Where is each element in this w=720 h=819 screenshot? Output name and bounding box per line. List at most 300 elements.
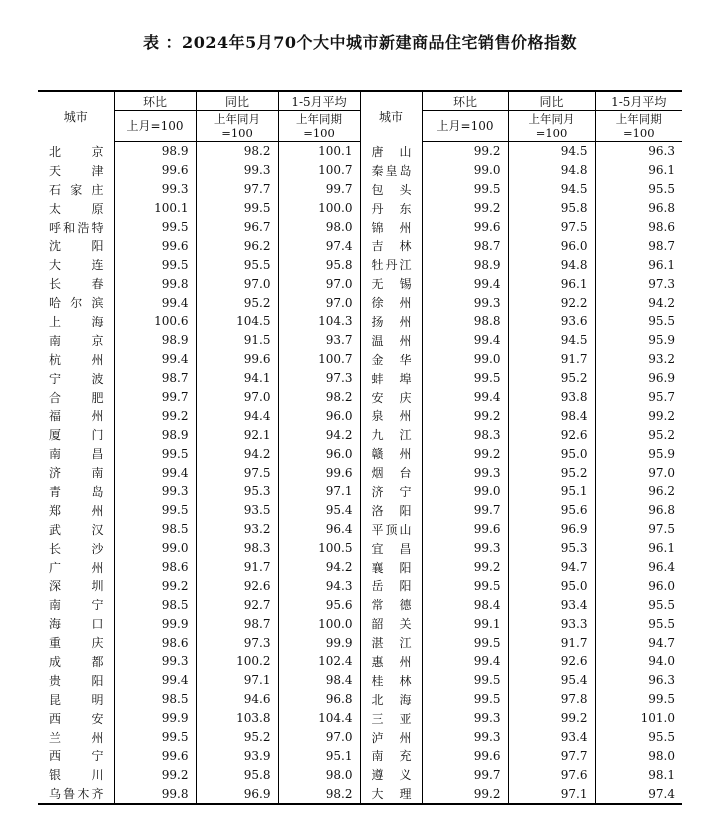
yoy-index: 91.5 <box>196 331 278 350</box>
mom-index: 99.6 <box>114 747 196 766</box>
mom-index: 99.4 <box>422 331 508 350</box>
table-row <box>38 784 682 804</box>
city-name: 深圳 <box>49 579 104 594</box>
avg-index: 95.7 <box>595 388 682 407</box>
avg-index: 94.0 <box>595 652 682 671</box>
avg-index: 99.5 <box>595 690 682 709</box>
city-name: 天津 <box>49 163 104 178</box>
yoy-header-left: 同比 <box>196 91 278 111</box>
mom-index: 99.7 <box>422 501 508 520</box>
city-name: 上海 <box>49 314 104 329</box>
avg-index: 97.5 <box>595 520 682 539</box>
yoy-index: 96.2 <box>196 236 278 255</box>
yoy-index: 94.5 <box>508 180 595 199</box>
mom-index: 99.2 <box>422 784 508 804</box>
avg-index: 95.9 <box>595 444 682 463</box>
mom-index: 99.5 <box>114 218 196 237</box>
mom-index: 99.5 <box>422 671 508 690</box>
mom-index: 98.4 <box>422 595 508 614</box>
avg-index: 99.7 <box>278 180 360 199</box>
yoy-index: 97.5 <box>196 463 278 482</box>
city-name: 牡丹江 <box>360 255 422 274</box>
yoy-index: 99.5 <box>196 199 278 218</box>
city-name: 平顶山 <box>360 520 422 539</box>
avg-index: 93.7 <box>278 331 360 350</box>
city-name: 石家庄 <box>49 182 104 197</box>
mom-base-left: 上月=100 <box>114 111 196 142</box>
avg-index: 96.9 <box>595 369 682 388</box>
yoy-index: 96.0 <box>508 236 595 255</box>
mom-index: 99.0 <box>422 482 508 501</box>
yoy-index: 93.9 <box>196 747 278 766</box>
yoy-index: 97.7 <box>196 180 278 199</box>
city-name: 蚌埠 <box>360 369 422 388</box>
avg-index: 97.3 <box>278 369 360 388</box>
avg-index: 99.6 <box>278 463 360 482</box>
city-name: 惠州 <box>360 652 422 671</box>
mom-index: 99.4 <box>114 463 196 482</box>
avg-index: 94.2 <box>278 425 360 444</box>
avg-index: 97.1 <box>278 482 360 501</box>
mom-index: 99.9 <box>114 709 196 728</box>
yoy-index: 97.1 <box>508 784 595 804</box>
table-row <box>38 406 682 425</box>
yoy-index: 93.5 <box>196 501 278 520</box>
yoy-index: 95.2 <box>508 463 595 482</box>
avg-index: 97.0 <box>595 463 682 482</box>
avg-index: 96.8 <box>595 199 682 218</box>
yoy-index: 94.2 <box>196 444 278 463</box>
yoy-index: 94.6 <box>196 690 278 709</box>
yoy-index: 99.3 <box>196 161 278 180</box>
city-name: 海口 <box>49 617 104 632</box>
table-row <box>38 633 682 652</box>
yoy-index: 99.2 <box>508 709 595 728</box>
mom-index: 99.3 <box>114 482 196 501</box>
yoy-base-right-line2: =100 <box>535 126 568 140</box>
mom-index: 99.6 <box>422 218 508 237</box>
city-name: 沈阳 <box>49 239 104 254</box>
yoy-base-right-line1: 上年同月 <box>528 112 575 126</box>
city-name: 西宁 <box>49 749 104 764</box>
city-name: 南昌 <box>49 447 104 462</box>
mom-index: 99.5 <box>114 444 196 463</box>
yoy-index: 95.0 <box>508 576 595 595</box>
avg-index: 96.1 <box>595 255 682 274</box>
avg-index: 98.7 <box>595 236 682 255</box>
city-name: 赣州 <box>360 444 422 463</box>
avg-index: 95.1 <box>278 747 360 766</box>
mom-index: 99.8 <box>114 274 196 293</box>
avg-index: 98.0 <box>278 765 360 784</box>
yoy-index: 94.4 <box>196 406 278 425</box>
city-name: 扬州 <box>360 312 422 331</box>
city-name: 大理 <box>360 784 422 804</box>
yoy-index: 93.3 <box>508 614 595 633</box>
city-name: 兰州 <box>49 730 104 745</box>
avg-index: 98.0 <box>278 218 360 237</box>
mom-index: 99.6 <box>114 236 196 255</box>
mom-index: 99.3 <box>422 728 508 747</box>
city-name: 无锡 <box>360 274 422 293</box>
table-row <box>38 463 682 482</box>
city-name: 郑州 <box>49 503 104 518</box>
mom-index: 98.3 <box>422 425 508 444</box>
yoy-index: 94.8 <box>508 255 595 274</box>
table-row <box>38 218 682 237</box>
mom-header-right: 环比 <box>422 91 508 111</box>
avg-index: 95.8 <box>278 255 360 274</box>
avg-index: 96.4 <box>595 558 682 577</box>
avg-index: 100.7 <box>278 350 360 369</box>
table-row <box>38 350 682 369</box>
avg-index: 96.8 <box>278 690 360 709</box>
table-row <box>38 539 682 558</box>
avg-index: 97.0 <box>278 728 360 747</box>
city-name: 杭州 <box>49 352 104 367</box>
mom-index: 99.3 <box>114 180 196 199</box>
city-name: 南宁 <box>49 598 104 613</box>
city-name: 南充 <box>360 747 422 766</box>
yoy-index: 95.4 <box>508 671 595 690</box>
table-title: 表 ：2024年5月70个大中城市新建商品住宅销售价格指数 <box>142 33 577 52</box>
mom-index: 99.2 <box>114 576 196 595</box>
yoy-index: 91.7 <box>508 633 595 652</box>
city-name: 襄阳 <box>360 558 422 577</box>
city-name: 重庆 <box>49 636 104 651</box>
mom-index: 99.9 <box>114 614 196 633</box>
mom-index: 99.4 <box>114 350 196 369</box>
table-row <box>38 709 682 728</box>
yoy-index: 95.1 <box>508 482 595 501</box>
yoy-index: 94.1 <box>196 369 278 388</box>
avg-index: 95.5 <box>595 595 682 614</box>
city-name: 宜昌 <box>360 539 422 558</box>
city-name: 西安 <box>49 711 104 726</box>
mom-index: 98.9 <box>114 425 196 444</box>
city-name: 湛江 <box>360 633 422 652</box>
table-row <box>38 652 682 671</box>
city-name: 三亚 <box>360 709 422 728</box>
mom-index: 99.3 <box>114 652 196 671</box>
mom-index: 99.2 <box>422 199 508 218</box>
city-name: 哈尔滨 <box>49 296 104 311</box>
table-row <box>38 425 682 444</box>
avg-header-left: 1-5月平均 <box>278 91 360 111</box>
city-name: 安庆 <box>360 388 422 407</box>
avg-index: 100.5 <box>278 539 360 558</box>
city-name: 青岛 <box>49 484 104 499</box>
city-name: 昆明 <box>49 692 104 707</box>
city-name: 金华 <box>360 350 422 369</box>
mom-index: 99.4 <box>422 388 508 407</box>
city-name: 乌鲁木齐 <box>38 784 114 804</box>
avg-index: 94.7 <box>595 633 682 652</box>
yoy-index: 98.7 <box>196 614 278 633</box>
table-row <box>38 765 682 784</box>
mom-index: 98.5 <box>114 595 196 614</box>
mom-index: 99.6 <box>422 747 508 766</box>
mom-index: 98.8 <box>422 312 508 331</box>
mom-index: 98.5 <box>114 690 196 709</box>
city-name: 宁波 <box>49 371 104 386</box>
yoy-index: 96.9 <box>196 784 278 804</box>
mom-index: 99.0 <box>422 350 508 369</box>
yoy-index: 93.6 <box>508 312 595 331</box>
avg-index: 96.4 <box>278 520 360 539</box>
city-name: 泉州 <box>360 406 422 425</box>
city-name: 合肥 <box>49 390 104 405</box>
yoy-index: 104.5 <box>196 312 278 331</box>
avg-base-right <box>595 111 682 142</box>
mom-index: 99.6 <box>422 520 508 539</box>
yoy-index: 95.2 <box>508 369 595 388</box>
avg-index: 94.2 <box>278 558 360 577</box>
mom-index: 99.0 <box>114 539 196 558</box>
avg-index: 102.4 <box>278 652 360 671</box>
mom-index: 99.2 <box>114 765 196 784</box>
mom-index: 99.6 <box>114 161 196 180</box>
mom-index: 99.5 <box>422 576 508 595</box>
yoy-index: 94.8 <box>508 161 595 180</box>
city-name: 韶关 <box>360 614 422 633</box>
avg-index: 96.1 <box>595 161 682 180</box>
yoy-index: 97.6 <box>508 765 595 784</box>
table-row <box>38 558 682 577</box>
avg-index: 98.2 <box>278 388 360 407</box>
avg-index: 96.1 <box>595 539 682 558</box>
avg-index: 97.4 <box>595 784 682 804</box>
city-name: 北京 <box>49 144 104 159</box>
yoy-index: 98.4 <box>508 406 595 425</box>
city-name: 遵义 <box>360 765 422 784</box>
avg-index: 94.2 <box>595 293 682 312</box>
city-name: 长春 <box>49 277 104 292</box>
mom-index: 98.9 <box>114 142 196 161</box>
yoy-index: 93.8 <box>508 388 595 407</box>
mom-index: 99.2 <box>422 444 508 463</box>
yoy-index: 96.7 <box>196 218 278 237</box>
yoy-index: 95.3 <box>508 539 595 558</box>
mom-index: 99.5 <box>422 180 508 199</box>
table-row <box>38 161 682 180</box>
avg-index: 96.0 <box>595 576 682 595</box>
table-row <box>38 576 682 595</box>
mom-index: 99.3 <box>422 463 508 482</box>
mom-index: 99.3 <box>422 539 508 558</box>
city-name: 银川 <box>49 768 104 783</box>
mom-index: 99.2 <box>422 406 508 425</box>
mom-index: 99.2 <box>422 558 508 577</box>
avg-index: 96.0 <box>278 444 360 463</box>
yoy-index: 92.2 <box>508 293 595 312</box>
city-name: 温州 <box>360 331 422 350</box>
table-row <box>38 142 682 161</box>
table-row <box>38 312 682 331</box>
mom-index: 99.5 <box>422 369 508 388</box>
table-row <box>38 255 682 274</box>
table-row <box>38 331 682 350</box>
city-name: 烟台 <box>360 463 422 482</box>
avg-index: 97.0 <box>278 293 360 312</box>
yoy-index: 92.6 <box>196 576 278 595</box>
avg-index: 94.3 <box>278 576 360 595</box>
mom-index: 100.6 <box>114 312 196 331</box>
avg-index: 100.0 <box>278 614 360 633</box>
table-row <box>38 388 682 407</box>
city-name: 长沙 <box>49 541 104 556</box>
mom-index: 99.2 <box>114 406 196 425</box>
yoy-index: 92.1 <box>196 425 278 444</box>
city-name: 常德 <box>360 595 422 614</box>
yoy-index: 95.2 <box>196 293 278 312</box>
avg-index: 95.4 <box>278 501 360 520</box>
avg-index: 97.4 <box>278 236 360 255</box>
table-row <box>38 444 682 463</box>
yoy-index: 98.2 <box>196 142 278 161</box>
mom-index: 98.7 <box>114 369 196 388</box>
city-name: 呼和浩特 <box>49 220 104 235</box>
yoy-index: 97.5 <box>508 218 595 237</box>
city-name: 济南 <box>49 466 104 481</box>
city-header-left: 城市 <box>38 91 114 142</box>
city-name: 泸州 <box>360 728 422 747</box>
yoy-index: 97.0 <box>196 274 278 293</box>
mom-index: 98.6 <box>114 558 196 577</box>
yoy-index: 95.5 <box>196 255 278 274</box>
mom-index: 99.0 <box>422 161 508 180</box>
mom-index: 99.5 <box>114 728 196 747</box>
avg-index: 96.2 <box>595 482 682 501</box>
yoy-index: 100.2 <box>196 652 278 671</box>
city-name: 徐州 <box>360 293 422 312</box>
avg-index: 100.7 <box>278 161 360 180</box>
avg-base-left-line1: 上年同期 <box>296 112 342 126</box>
mom-index: 99.5 <box>422 633 508 652</box>
yoy-index: 97.8 <box>508 690 595 709</box>
yoy-index: 103.8 <box>196 709 278 728</box>
yoy-index: 96.1 <box>508 274 595 293</box>
yoy-index: 95.0 <box>508 444 595 463</box>
yoy-base-right <box>508 111 595 142</box>
yoy-index: 99.6 <box>196 350 278 369</box>
city-name: 厦门 <box>49 428 104 443</box>
city-name: 贵阳 <box>49 673 104 688</box>
avg-index: 95.6 <box>278 595 360 614</box>
yoy-index: 91.7 <box>196 558 278 577</box>
table-row <box>38 274 682 293</box>
yoy-base-left-line2: =100 <box>221 126 253 140</box>
city-name: 九江 <box>360 425 422 444</box>
table-row <box>38 369 682 388</box>
mom-index: 99.7 <box>114 388 196 407</box>
mom-index: 98.6 <box>114 633 196 652</box>
avg-index: 104.3 <box>278 312 360 331</box>
avg-index: 95.5 <box>595 614 682 633</box>
avg-index: 98.1 <box>595 765 682 784</box>
city-name: 武汉 <box>49 522 104 537</box>
avg-base-left-line2: =100 <box>303 126 335 140</box>
avg-index: 95.5 <box>595 728 682 747</box>
yoy-index: 93.2 <box>196 520 278 539</box>
yoy-index: 93.4 <box>508 595 595 614</box>
avg-index: 99.2 <box>595 406 682 425</box>
city-name: 大连 <box>49 258 104 273</box>
yoy-index: 96.9 <box>508 520 595 539</box>
yoy-index: 94.5 <box>508 142 595 161</box>
avg-index: 98.4 <box>278 671 360 690</box>
avg-index: 95.9 <box>595 331 682 350</box>
mom-index: 99.4 <box>114 671 196 690</box>
table-row <box>38 199 682 218</box>
yoy-index: 98.3 <box>196 539 278 558</box>
yoy-index: 95.6 <box>508 501 595 520</box>
avg-base-right-line2: =100 <box>622 126 655 140</box>
yoy-index: 97.1 <box>196 671 278 690</box>
avg-index: 96.3 <box>595 671 682 690</box>
mom-index: 99.5 <box>422 690 508 709</box>
yoy-index: 95.2 <box>196 728 278 747</box>
mom-index: 98.5 <box>114 520 196 539</box>
mom-index: 99.4 <box>422 274 508 293</box>
city-name: 桂林 <box>360 671 422 690</box>
table-row <box>38 728 682 747</box>
yoy-index: 95.8 <box>196 765 278 784</box>
city-name: 南京 <box>49 333 104 348</box>
mom-index: 99.7 <box>422 765 508 784</box>
avg-index: 100.0 <box>278 199 360 218</box>
city-name: 岳阳 <box>360 576 422 595</box>
yoy-index: 95.8 <box>508 199 595 218</box>
avg-index: 95.2 <box>595 425 682 444</box>
avg-index: 98.2 <box>278 784 360 804</box>
city-name: 丹东 <box>360 199 422 218</box>
city-name: 锦州 <box>360 218 422 237</box>
avg-index: 96.3 <box>595 142 682 161</box>
avg-base-right-line1: 上年同期 <box>615 112 662 126</box>
table-row <box>38 671 682 690</box>
table-row <box>38 614 682 633</box>
avg-index: 95.5 <box>595 180 682 199</box>
city-name: 济宁 <box>360 482 422 501</box>
mom-index: 99.5 <box>114 501 196 520</box>
city-name: 唐山 <box>360 142 422 161</box>
mom-index: 99.2 <box>422 142 508 161</box>
yoy-index: 95.3 <box>196 482 278 501</box>
city-name: 广州 <box>49 560 104 575</box>
avg-index: 95.5 <box>595 312 682 331</box>
header-row-1 <box>38 91 682 111</box>
yoy-index: 93.4 <box>508 728 595 747</box>
city-name: 福州 <box>49 409 104 424</box>
city-name: 太原 <box>49 201 104 216</box>
table-row <box>38 501 682 520</box>
avg-index: 101.0 <box>595 709 682 728</box>
mom-index: 100.1 <box>114 199 196 218</box>
city-name: 洛阳 <box>360 501 422 520</box>
avg-base-left <box>278 111 360 142</box>
avg-index: 100.1 <box>278 142 360 161</box>
price-index-table <box>38 90 682 805</box>
city-name: 北海 <box>360 690 422 709</box>
mom-index: 99.3 <box>422 293 508 312</box>
city-name: 成都 <box>49 654 104 669</box>
table-row <box>38 520 682 539</box>
avg-index: 98.6 <box>595 218 682 237</box>
avg-index: 104.4 <box>278 709 360 728</box>
yoy-index: 91.7 <box>508 350 595 369</box>
mom-header-left: 环比 <box>114 91 196 111</box>
